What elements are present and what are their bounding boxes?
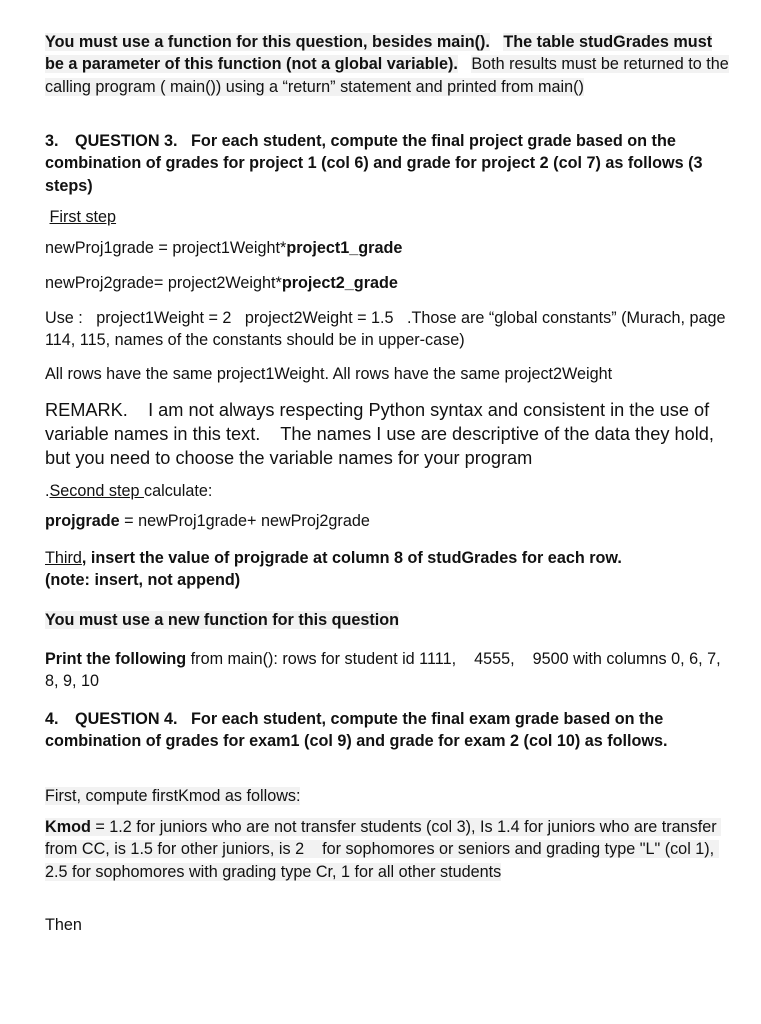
kmod-definition: Kmod = 1.2 for juniors who are not transfer students (col 3), Is 1.4 for juniors who are transfer from CC, is 1.5 for other juniors, is 2 for sophomores or seniors and grading type "L" (col 1), 2.5 for sophomores with grading type Cr, 1 for all other students bbox=[45, 818, 722, 881]
intro-return-requirement: Both results must be returned to the calling program ( main()) using a “return” statement and printed from main() bbox=[45, 55, 729, 96]
new-function-requirement: You must use a new function for this question bbox=[45, 611, 400, 629]
second-step-line: .Second step calculate: bbox=[45, 482, 213, 500]
formula-new-proj2-grade: newProj2grade= project2Weight*project2_grade bbox=[45, 274, 398, 292]
question-3-number: 3. bbox=[45, 132, 59, 150]
question-4-heading bbox=[45, 708, 735, 753]
weights-definition: Use : project1Weight = 2 project2Weight = 1.5 .Those are “global constants” (Murach, page 114, 115, names of the constants should be in upper-case) bbox=[45, 309, 731, 350]
then-line: Then bbox=[45, 916, 82, 934]
question-3-title: QUESTION 3. bbox=[75, 132, 178, 150]
third-step-label: Third bbox=[45, 549, 82, 567]
intro-parameter-requirement: The table studGrades must be a parameter of this function (not a global variable). bbox=[45, 33, 713, 74]
print-instruction: Print the following from main(): rows for student id 1111, 4555, 9500 with columns 0, 6, 7, 8, 9, 10 bbox=[45, 650, 726, 691]
third-step-paragraph: Third, insert the value of projgrade at column 8 of studGrades for each row. (note: insert, not append) bbox=[45, 549, 622, 590]
question-4-title: QUESTION 4. bbox=[75, 710, 178, 728]
first-step-label: First step bbox=[49, 208, 117, 226]
formula-new-proj1-grade: newProj1grade = project1Weight*project1_grade bbox=[45, 239, 403, 257]
intro-function-requirement: You must use a function for this question, besides main(). bbox=[45, 33, 490, 51]
formula-projgrade: projgrade = newProj1grade+ newProj2grade bbox=[45, 512, 370, 530]
third-step-note: (note: insert, not append) bbox=[45, 571, 241, 590]
first-compute-line: First, compute firstKmod as follows: bbox=[45, 787, 301, 805]
same-weight-note: All rows have the same project1Weight. All rows have the same project2Weight bbox=[45, 365, 613, 383]
question-4-number: 4. bbox=[45, 710, 59, 728]
question-3-heading bbox=[45, 130, 735, 197]
intro-paragraph bbox=[45, 31, 735, 98]
question-4-text: For each student, compute the final exam grade based on the combination of grades for exam1 (col 9) and grade for exam 2 (col 10) as follows. bbox=[45, 710, 668, 751]
remark-paragraph: REMARK. I am not always respecting Python syntax and consistent in the use of variable names in this text. The names I use are descriptive of the data they hold, but you need to choose the variable names for your program bbox=[45, 400, 719, 468]
second-step-label: Second step bbox=[49, 482, 144, 500]
question-3-text: For each student, compute the final project grade based on the combination of grades for project 1 (col 6) and grade for project 2 (col 7) as follows (3 steps) bbox=[45, 132, 703, 195]
